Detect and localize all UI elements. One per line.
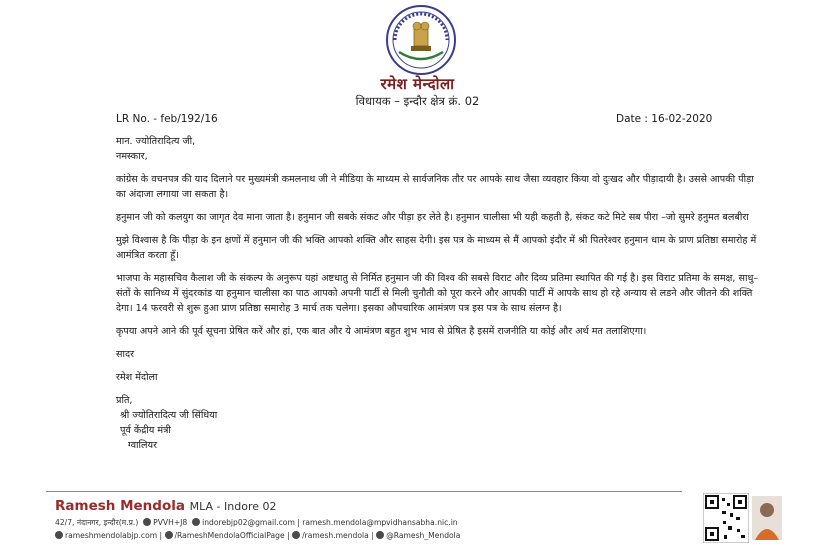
footer-address: 42/7, नंदानगर, इन्दौर(म.प्र.) bbox=[55, 518, 139, 527]
paragraph-4: भाजपा के महासचिव कैलाश जी के संकल्प के अनुरूप यहां अष्टधातु से निर्मित हनुमान जी की विश्व की सबसे विराट और दिव्य प्रतिमा स्थापित की गई है। इस विराट प्रतिमा के समक्ष, साधु– संतों के सानिध्य में सुंदरकांड या हनुमान चालीसा का पाठ आपको अपनी पार्टी से मिली चुनौती को पूरा करने और आपकी पार्टी में आपके साथ हो रहे अन्याय से लडने और जीतने की शक्ति देगा। 14 फरवरी से शुरू हुआ प्राण प्रतिष्ठा समारोह 3 मार्च तक चलेगा। इसका औपचारिक आमंत्रण पत्र इस पत्र के साथ संलग्न है। bbox=[116, 273, 759, 314]
letterhead-name: रमेश मेन्दोला bbox=[380, 75, 455, 93]
location-icon bbox=[143, 518, 151, 526]
letter-date: Date : 16-02-2020 bbox=[616, 113, 713, 125]
letterhead-designation: विधायक – इन्दौर क्षेत्र क्रं. 02 bbox=[355, 94, 480, 108]
paragraph-5: कृपया अपने आने की पूर्व सूचना प्रेषित करें और हां, एक बात और ये आमंत्रण बहुत शुभ भाव से प्रेषित है इसमें राजनीति या कोई और अर्थ मत तलाशिएगा। bbox=[116, 326, 647, 337]
footer-sub: MLA - Indore 02 bbox=[189, 500, 277, 513]
paragraph-1: कांग्रेस के वचनपत्र की याद दिलाने पर मुख्यमंत्री कमलनाथ जी ने मीडिया के माध्यम से सार्वजनिक तौर पर आपके साथ जैसा व्यवहार किया वो दुःखद और पीड़ादायी है। उससे आपकी पीड़ा का अंदाजा लगाया जा सकता है। bbox=[116, 174, 754, 200]
greeting: नमस्कार, bbox=[116, 151, 148, 162]
footer-phone: PVVH+J8 bbox=[153, 518, 188, 527]
signatory: रमेश मेंदोला bbox=[116, 372, 158, 383]
email-icon bbox=[192, 518, 200, 526]
letter-body bbox=[116, 134, 761, 453]
footer-name: Ramesh Mendola bbox=[55, 498, 185, 514]
facebook-icon bbox=[165, 531, 173, 539]
footer-facebook[interactable]: /RameshMendolaOfficialPage bbox=[174, 531, 285, 540]
closing: सादर bbox=[116, 349, 134, 360]
footer-twitter[interactable]: @Ramesh_Mendola bbox=[386, 531, 461, 540]
footer-title bbox=[55, 498, 277, 514]
paragraph-2: हनुमान जी को कलयुग का जागृत देव माना जाता है। हनुमान जी सबके संकट और पीड़ा हर लेते है। हनुमान चालीसा भी यही कहती है, संकट कटे मिटे सब पीरा –जो सुमरे हनुमत बलबीरा bbox=[116, 212, 749, 223]
portrait-icon bbox=[752, 496, 782, 540]
recipient-title: पूर्व केंद्रीय मंत्री bbox=[120, 425, 171, 436]
to-label: प्रति, bbox=[116, 395, 133, 406]
lr-number: LR No. - feb/192/16 bbox=[116, 113, 218, 125]
globe-icon bbox=[55, 531, 63, 539]
paragraph-3: मुझे विश्वास है कि पीड़ा के इन क्षणों में हनुमान जी की भक्ति आपको शक्ति और साहस देगी। इस पत्र के माध्यम से मैं आपको इंदौर में श्री पितरेश्वर हनुमान धाम के प्राण प्रतिष्ठा समारोह में आमंत्रित करता हूँ। bbox=[116, 235, 757, 261]
emblem-icon bbox=[385, 4, 457, 76]
footer-website[interactable]: rameshmendolabjp.com bbox=[65, 531, 158, 540]
instagram-icon bbox=[292, 531, 300, 539]
footer-instagram[interactable]: /ramesh.mendola bbox=[302, 531, 369, 540]
twitter-icon bbox=[376, 531, 384, 539]
footer-social-line: rameshmendolabjp.com | /RameshMendolaOfficialPage | /ramesh.mendola | @Ramesh_Mendola bbox=[55, 531, 460, 540]
recipient-city: ग्वालियर bbox=[128, 440, 157, 451]
footer-divider bbox=[46, 491, 682, 492]
recipient-name: श्री ज्योतिरादित्य जी सिंधिया bbox=[120, 410, 218, 421]
footer-email[interactable]: indorebjp02@gmail.com | ramesh.mendola@mpvidhansabha.nic.in bbox=[202, 518, 458, 527]
salutation: मान. ज्योतिरादित्य जी, bbox=[116, 136, 196, 147]
qr-code-icon bbox=[703, 493, 749, 543]
footer-contact-line bbox=[55, 518, 458, 528]
